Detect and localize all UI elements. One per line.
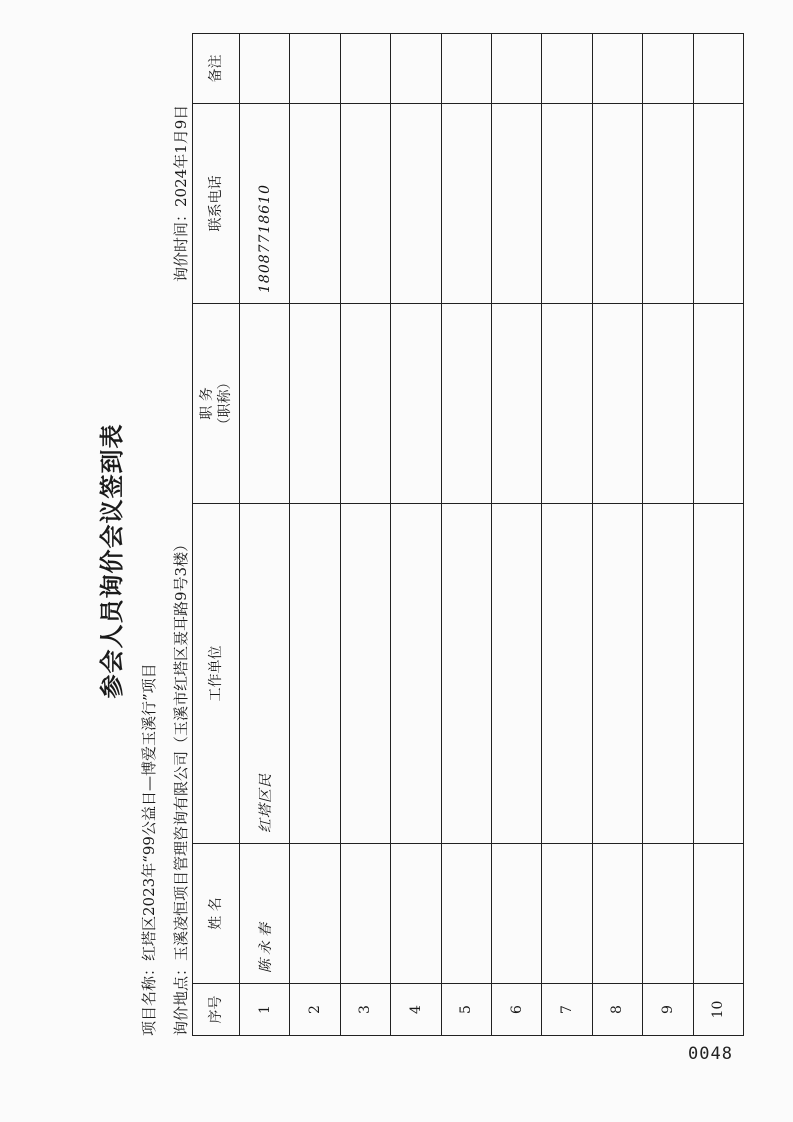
table-row bbox=[441, 34, 491, 1036]
cell-unit bbox=[592, 504, 642, 844]
inquiry-place-value: 玉溪凌恒项目管理咨询有限公司（玉溪市红塔区聂耳路9号3楼） bbox=[172, 536, 190, 961]
cell-phone bbox=[441, 104, 491, 304]
header-phone: 联系电话 bbox=[193, 104, 240, 304]
cell-name-signature: 陈永春 bbox=[240, 844, 290, 984]
page-title: 参会人员询价会议签到表 bbox=[98, 423, 126, 699]
cell-position bbox=[441, 304, 491, 504]
cell-phone bbox=[491, 104, 541, 304]
cell-position bbox=[340, 304, 390, 504]
cell-position bbox=[391, 304, 441, 504]
cell-phone: 18087718610 bbox=[240, 104, 290, 304]
cell-remark bbox=[693, 34, 743, 104]
header-unit: 工作单位 bbox=[193, 504, 240, 844]
table-row bbox=[592, 34, 642, 1036]
cell-unit bbox=[643, 504, 693, 844]
cell-name bbox=[290, 844, 340, 984]
cell-phone bbox=[340, 104, 390, 304]
table-row bbox=[693, 34, 743, 1036]
cell-no: 8 bbox=[592, 984, 642, 1036]
inquiry-time-label: 询价时间： bbox=[172, 206, 190, 282]
inquiry-time-line bbox=[170, 105, 191, 282]
header-name: 姓 名 bbox=[193, 844, 240, 984]
project-name-label: 项目名称： bbox=[140, 960, 158, 1036]
cell-position bbox=[693, 304, 743, 504]
cell-remark bbox=[391, 34, 441, 104]
table-row bbox=[240, 34, 290, 1036]
cell-no: 3 bbox=[340, 984, 390, 1036]
project-name-value: 红塔区2023年“99公益日—博爱玉溪行”项目 bbox=[140, 663, 158, 961]
cell-position bbox=[290, 304, 340, 504]
cell-name bbox=[643, 844, 693, 984]
cell-no: 7 bbox=[542, 984, 592, 1036]
inquiry-place-line bbox=[170, 537, 191, 1036]
cell-position bbox=[592, 304, 642, 504]
cell-phone bbox=[290, 104, 340, 304]
cell-no: 6 bbox=[491, 984, 541, 1036]
cell-name bbox=[693, 844, 743, 984]
cell-position bbox=[240, 304, 290, 504]
cell-remark bbox=[240, 34, 290, 104]
table-row bbox=[491, 34, 541, 1036]
cell-position bbox=[491, 304, 541, 504]
inquiry-place-label: 询价地点： bbox=[172, 960, 190, 1036]
table-row bbox=[391, 34, 441, 1036]
cell-remark bbox=[592, 34, 642, 104]
cell-unit bbox=[542, 504, 592, 844]
cell-name bbox=[441, 844, 491, 984]
cell-name bbox=[592, 844, 642, 984]
table-row bbox=[542, 34, 592, 1036]
cell-unit bbox=[441, 504, 491, 844]
header-position-line1: 职 务 bbox=[199, 387, 215, 420]
table-row bbox=[340, 34, 390, 1036]
table-row bbox=[290, 34, 340, 1036]
cell-unit bbox=[290, 504, 340, 844]
table-header-row bbox=[193, 34, 240, 1036]
cell-unit bbox=[693, 504, 743, 844]
cell-remark bbox=[643, 34, 693, 104]
cell-no: 4 bbox=[391, 984, 441, 1036]
cell-phone bbox=[592, 104, 642, 304]
cell-name bbox=[391, 844, 441, 984]
header-position bbox=[193, 304, 240, 504]
cell-phone bbox=[391, 104, 441, 304]
cell-name bbox=[542, 844, 592, 984]
cell-no: 2 bbox=[290, 984, 340, 1036]
cell-unit: 红塔区民 bbox=[240, 504, 290, 844]
cell-name bbox=[340, 844, 390, 984]
attendance-table bbox=[192, 33, 744, 1036]
cell-unit bbox=[391, 504, 441, 844]
cell-unit bbox=[491, 504, 541, 844]
cell-no: 9 bbox=[643, 984, 693, 1036]
cell-remark bbox=[340, 34, 390, 104]
cell-phone bbox=[643, 104, 693, 304]
cell-remark bbox=[491, 34, 541, 104]
header-remark: 备注 bbox=[193, 34, 240, 104]
cell-no: 1 bbox=[240, 984, 290, 1036]
header-no: 序号 bbox=[193, 984, 240, 1036]
cell-phone bbox=[542, 104, 592, 304]
project-name-line bbox=[138, 663, 159, 1036]
cell-remark bbox=[542, 34, 592, 104]
cell-position bbox=[542, 304, 592, 504]
cell-phone bbox=[693, 104, 743, 304]
inquiry-time-value: 2024年1月9日 bbox=[172, 104, 190, 207]
cell-position bbox=[643, 304, 693, 504]
cell-no: 5 bbox=[441, 984, 491, 1036]
table-row bbox=[643, 34, 693, 1036]
cell-remark bbox=[290, 34, 340, 104]
cell-unit bbox=[340, 504, 390, 844]
cell-name bbox=[491, 844, 541, 984]
header-position-line2: （职称） bbox=[217, 375, 233, 432]
cell-remark bbox=[441, 34, 491, 104]
cell-no: 10 bbox=[693, 984, 743, 1036]
page-number-stamp: 0048 bbox=[688, 1044, 733, 1064]
